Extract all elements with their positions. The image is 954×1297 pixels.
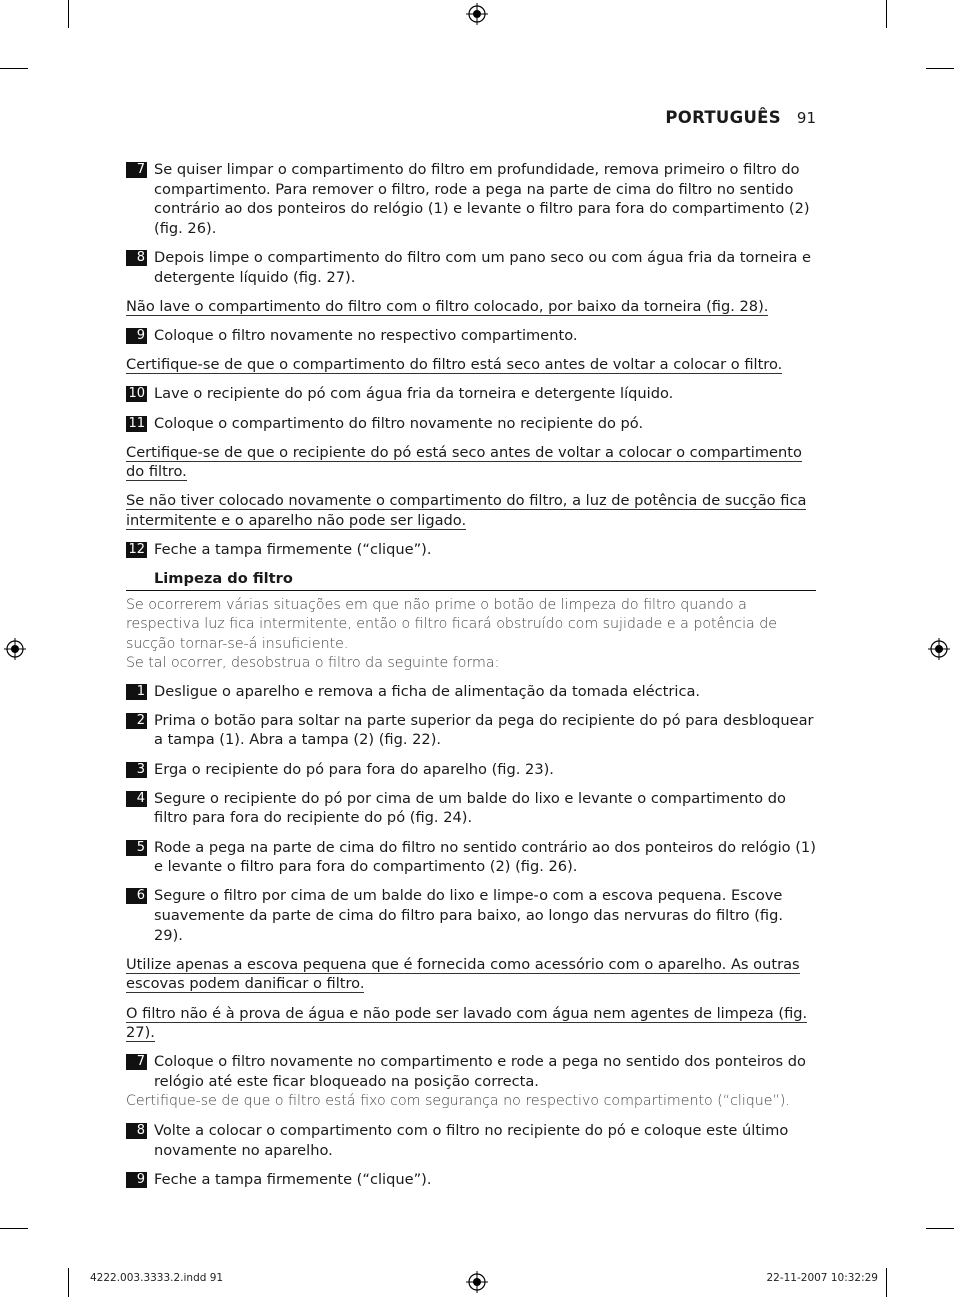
registration-mark-icon xyxy=(928,638,950,660)
step-item xyxy=(126,160,816,238)
step-number: 2 xyxy=(126,713,147,729)
footer-file: 4222.003.3333.2.indd 91 xyxy=(90,1272,224,1284)
crop-mark xyxy=(0,1228,28,1229)
crop-mark xyxy=(68,0,69,28)
step-text: Segure o filtro por cima de um balde do lixo e limpe-o com a escova pequena. Escove suavemente da parte de cima do filtro para baixo, ao longo das nervuras do filtro (fig. 29). xyxy=(154,887,783,944)
step-number: 3 xyxy=(126,762,147,778)
warning-text: Certifique-se de que o compartimento do filtro está seco antes de voltar a colocar o filtro. xyxy=(126,356,783,374)
language-title: PORTUGUÊS xyxy=(665,108,781,127)
step-text: Coloque o filtro novamente no respectivo compartimento. xyxy=(154,326,578,344)
crop-mark xyxy=(886,0,887,28)
section-heading: Limpeza do filtro xyxy=(126,569,816,591)
step-item xyxy=(126,414,816,434)
registration-mark-icon xyxy=(4,638,26,660)
crop-mark xyxy=(68,1268,69,1297)
warning-text: O filtro não é à prova de água e não pode ser lavado com água nem agentes de limpeza (fig. 27). xyxy=(126,1004,808,1042)
step-item xyxy=(126,711,816,750)
step-item xyxy=(126,1052,816,1091)
step-text: Prima o botão para soltar na parte superior da pega do recipiente do pó para desbloquear a tampa (1). Abra a tampa (2) (fig. 22). xyxy=(154,711,814,749)
step-text: Depois limpe o compartimento do filtro com um pano seco ou com água fria da torneira e detergente líquido (fig. 27). xyxy=(154,248,812,286)
step-item xyxy=(126,326,816,346)
intro-text: Se tal ocorrer, desobstrua o filtro da seguinte forma: xyxy=(126,655,500,672)
warning-text: Não lave o compartimento do filtro com o filtro colocado, por baixo da torneira (fig. 28). xyxy=(126,297,769,315)
intro-paragraph xyxy=(126,596,816,674)
registration-mark-icon xyxy=(466,3,488,25)
warning-note xyxy=(126,355,816,375)
step-number: 10 xyxy=(126,386,147,402)
step-number: 9 xyxy=(126,328,147,344)
step-text: Feche a tampa firmemente (“clique”). xyxy=(154,541,432,559)
footer-timestamp: 22-11-2007 10:32:29 xyxy=(766,1272,878,1284)
step-text: Erga o recipiente do pó para fora do aparelho (fig. 23). xyxy=(154,760,554,778)
step-item xyxy=(126,248,816,287)
step-text: Feche a tampa firmemente (“clique”). xyxy=(154,1170,432,1188)
step-text: Lave o recipiente do pó com água fria da torneira e detergente líquido. xyxy=(154,385,674,403)
step-text: Coloque o filtro novamente no compartimento e rode a pega no sentido dos ponteiros do relógio até este ficar bloqueado na posição correcta. xyxy=(154,1053,806,1090)
step-number: 12 xyxy=(126,542,147,558)
step-item xyxy=(126,789,816,828)
page-number: 91 xyxy=(796,109,816,127)
step-number: 4 xyxy=(126,791,147,807)
registration-mark-icon xyxy=(466,1271,488,1293)
step-item xyxy=(126,540,816,560)
step-text: Coloque o compartimento do filtro novamente no recipiente do pó. xyxy=(154,414,644,432)
step-item xyxy=(126,886,816,945)
step-number: 7 xyxy=(126,1054,147,1070)
warning-note xyxy=(126,955,816,994)
step-item xyxy=(126,682,816,702)
step-text: Desligue o aparelho e remova a ficha de alimentação da tomada eléctrica. xyxy=(154,682,701,700)
step-number: 9 xyxy=(126,1172,147,1188)
crop-mark xyxy=(886,1268,887,1297)
step-text: Se quiser limpar o compartimento do filtro em profundidade, remova primeiro o filtro do compartimento. Para remover o filtro, rode a pega na parte de cima do filtro no sentido contrário ao dos ponteiros do relógio (1) e levante o filtro para fora do compartimento (2) (fig. 26). xyxy=(154,161,810,237)
warning-text: Se não tiver colocado novamente o compartimento do filtro, a luz de potência de sucção fica intermitente e o aparelho não pode ser ligado. xyxy=(126,492,807,530)
warning-note xyxy=(126,297,816,317)
step-number: 8 xyxy=(126,1123,147,1139)
warning-text: Utilize apenas a escova pequena que é fornecida como acessório com o aparelho. As outras escovas podem danificar o filtro. xyxy=(126,955,800,993)
step-text: Volte a colocar o compartimento com o filtro no recipiente do pó e coloque este último novamente no aparelho. xyxy=(154,1121,789,1159)
warning-note xyxy=(126,1004,816,1043)
warning-note xyxy=(126,491,816,530)
step-number: 11 xyxy=(126,416,147,432)
crop-mark xyxy=(0,68,28,69)
step-item xyxy=(126,1121,816,1160)
step-number: 6 xyxy=(126,888,147,904)
step-number: 7 xyxy=(126,162,147,178)
warning-text: Certifique-se de que o recipiente do pó está seco antes de voltar a colocar o compartimento do filtro. xyxy=(126,443,802,481)
step-number: 8 xyxy=(126,250,147,266)
step-text: Segure o recipiente do pó por cima de um balde do lixo e levante o compartimento do filtro para fora do recipiente do pó (fig. 24). xyxy=(154,789,786,827)
warning-note xyxy=(126,443,816,482)
crop-mark xyxy=(926,1228,954,1229)
step-item xyxy=(126,1170,816,1190)
step-number: 1 xyxy=(126,684,147,700)
intro-text: Se ocorrerem várias situações em que não prime o botão de limpeza do filtro quando a respectiva luz fica intermitente, então o filtro ficará obstruído com sujidade e a potência de sucção tornar-se-á insuficiente. xyxy=(126,597,777,652)
step-text: Rode a pega na parte de cima do filtro no sentido contrário ao dos ponteiros do relógio (1) e levante o filtro para fora do compartimento (2) (fig. 26). xyxy=(154,838,816,876)
note-text: Certifique-se de que o filtro está fixo com segurança no respectivo compartimento (“clique”). xyxy=(126,1092,790,1109)
crop-mark xyxy=(926,68,954,69)
page-body xyxy=(126,160,816,1199)
step-item xyxy=(126,384,816,404)
step-item xyxy=(126,760,816,780)
step-item xyxy=(126,838,816,877)
step-number: 5 xyxy=(126,840,147,856)
page-header xyxy=(665,108,816,127)
